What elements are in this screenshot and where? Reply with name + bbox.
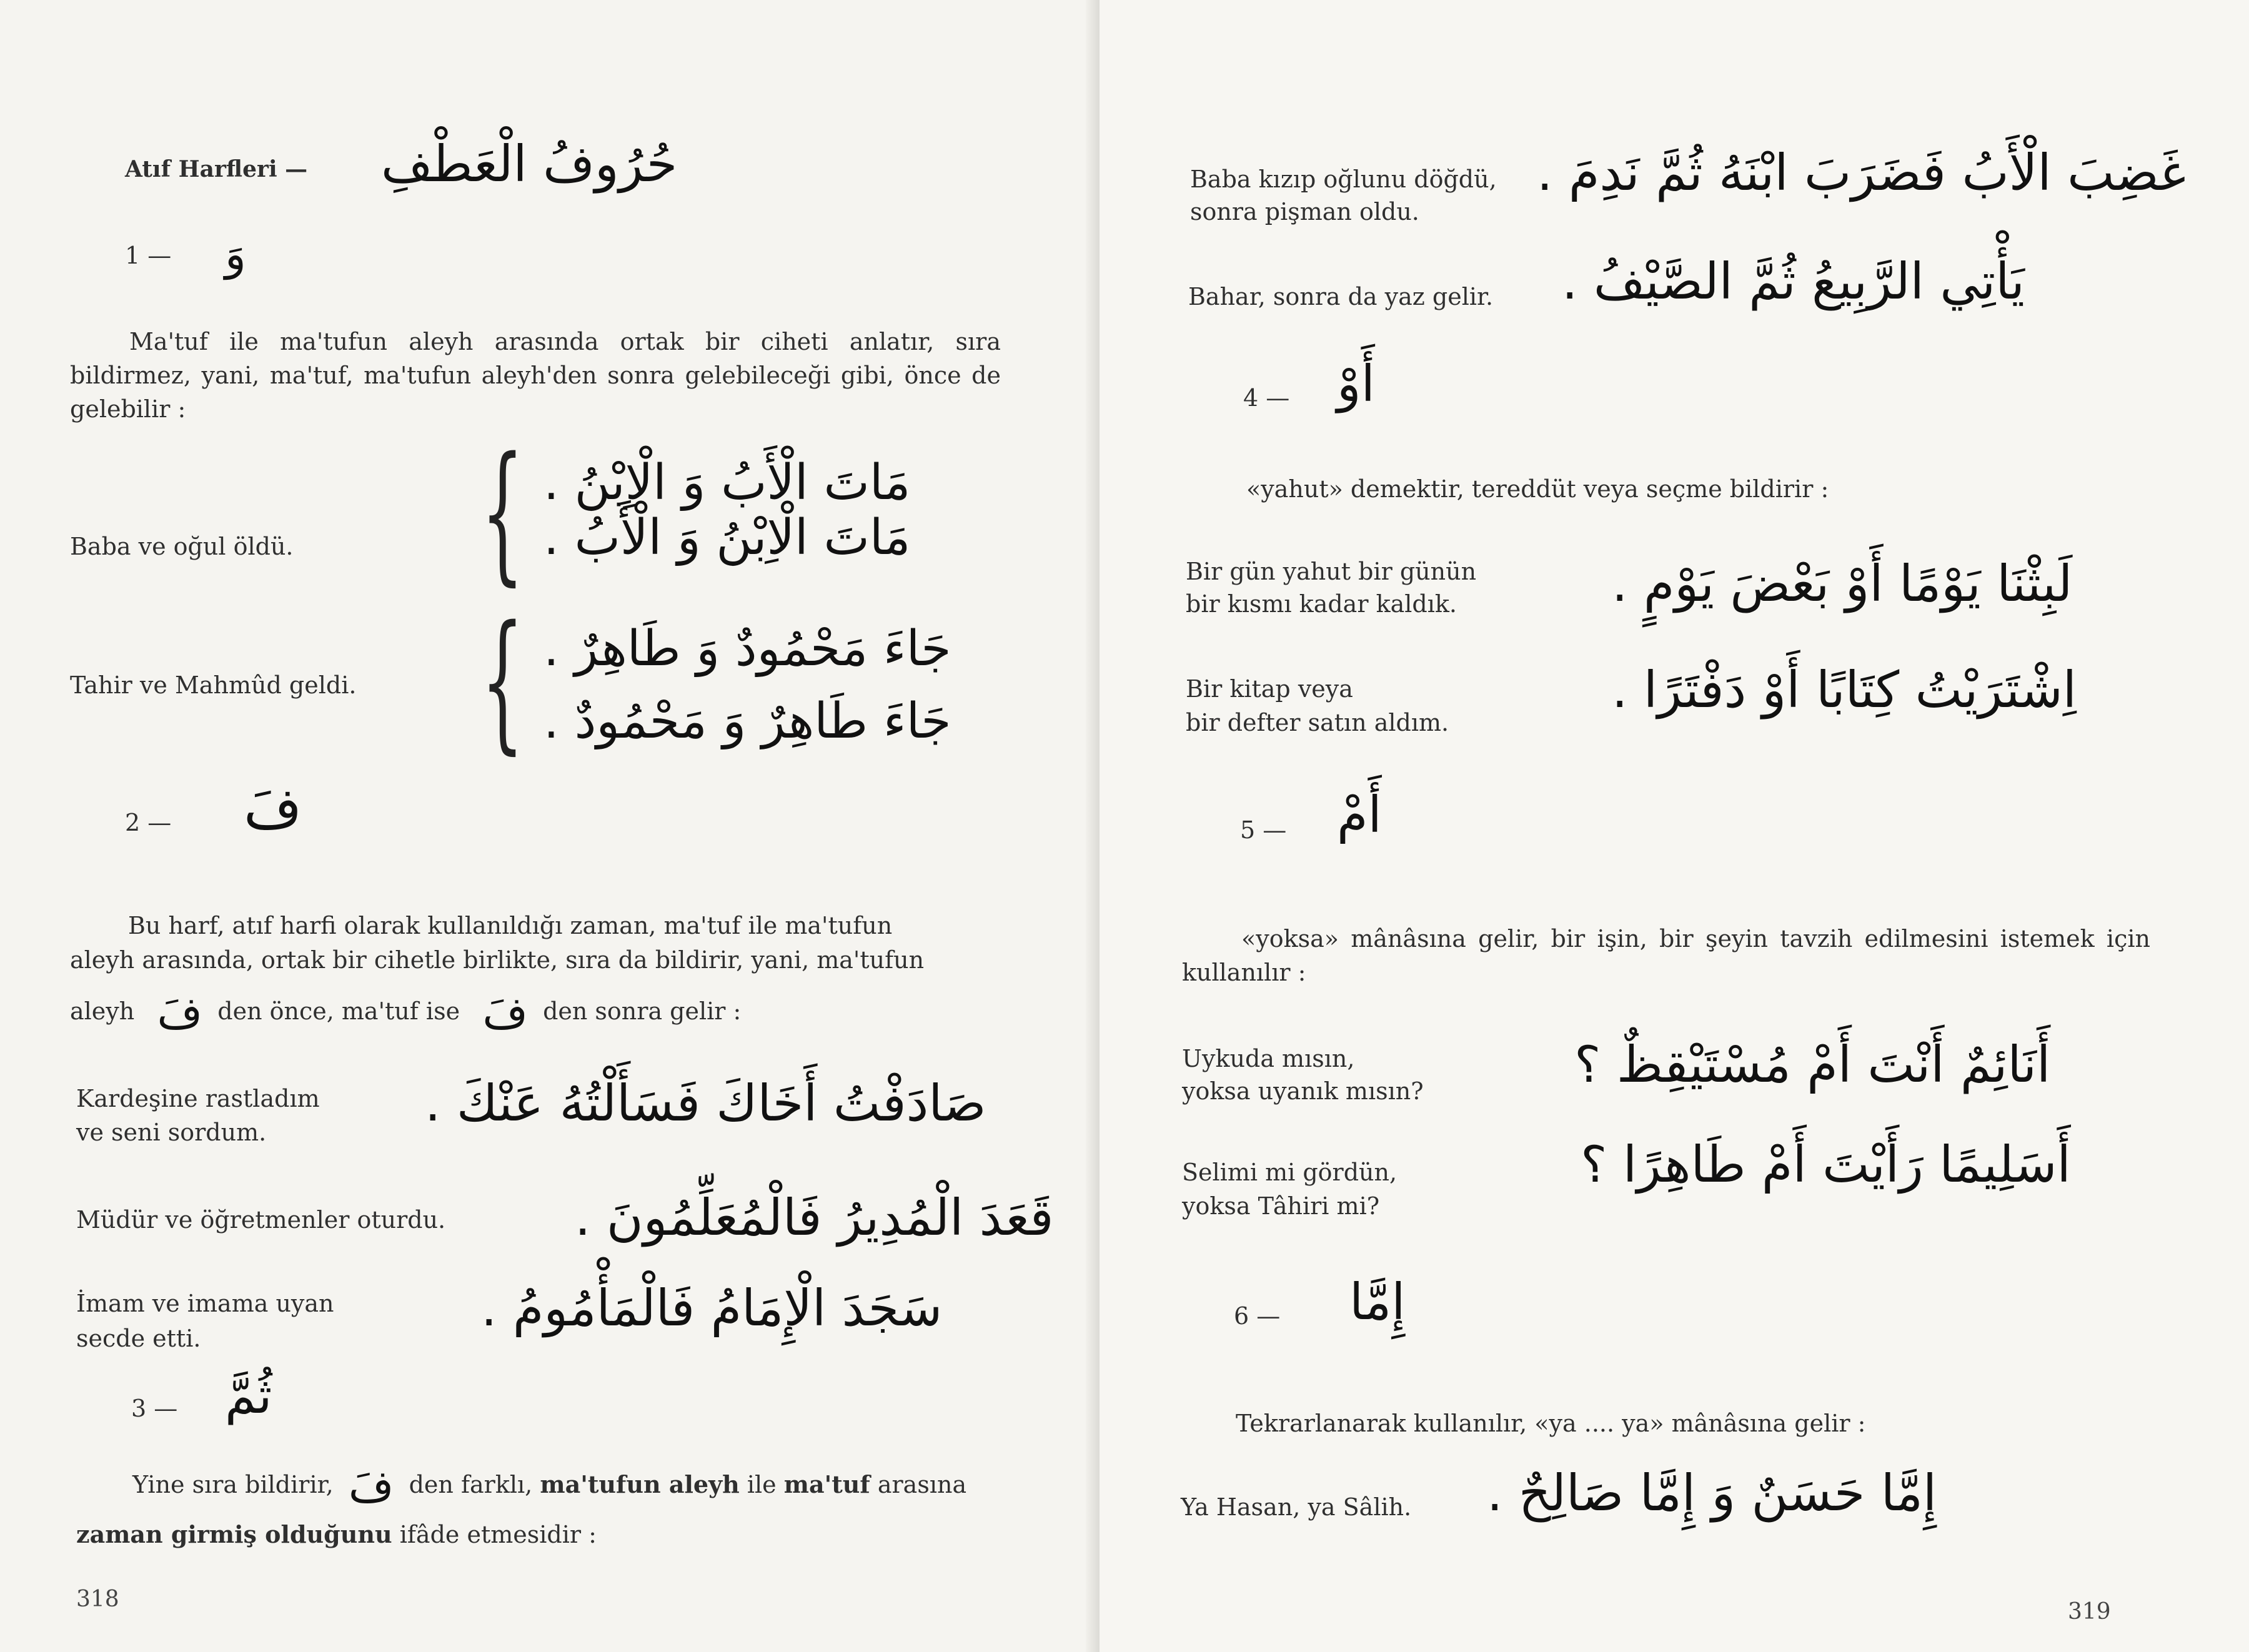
example-selim-turkish-2: yoksa Tâhiri mi? xyxy=(1182,1192,1380,1220)
example-tahir-arabic-1: جَاءَ مَحْمُودٌ وَ طَاهِرٌ . xyxy=(544,621,951,677)
paragraph-2-fa-1: فَ xyxy=(157,987,203,1039)
section-3-number: 3 — xyxy=(131,1395,178,1422)
paragraph-3-matufun-aleyh: ma'tufun aleyh xyxy=(540,1470,740,1498)
example-imam-turkish-1: İmam ve imama uyan xyxy=(76,1290,334,1317)
brace-1: { xyxy=(481,425,524,600)
section-1-letter: وَ xyxy=(225,229,246,280)
section-1-number: 1 — xyxy=(125,242,172,269)
paragraph-2-after: den sonra gelir : xyxy=(543,997,742,1025)
paragraph-3-line-1 xyxy=(132,1461,967,1512)
paragraph-5: «yoksa» mânâsına gelir, bir işin, bir şeyin tavzih edilmesini istemek için kullanılır : xyxy=(1182,925,2150,986)
paragraph-3-matuf: ma'tuf xyxy=(783,1470,870,1498)
paragraph-6: Tekrarlanarak kullanılır, «ya .... ya» mânâsına gelir : xyxy=(1236,1410,1866,1437)
example-baba-kizip-turkish-1: Baba kızıp oğlunu döğdü, xyxy=(1190,166,1497,193)
example-kitap-turkish-2: bir defter satın aldım. xyxy=(1186,709,1449,736)
paragraph-2-fa-2: فَ xyxy=(482,987,528,1039)
section-6-letter: إِمَّا xyxy=(1349,1273,1406,1331)
example-kardes-arabic: صَادَفْتُ أَخَاكَ فَسَأَلْتُهُ عَنْكَ . xyxy=(425,1074,986,1132)
example-kitap-arabic: اِشْتَرَيْتُ كِتَابًا أَوْ دَفْتَرًا . xyxy=(1612,661,2077,719)
section-6-number: 6 — xyxy=(1234,1302,1281,1330)
right-page-number: 319 xyxy=(2068,1599,2111,1625)
heading-arabic: حُرُوفُ الْعَطْفِ xyxy=(381,135,678,193)
section-3-letter: ثُمَّ xyxy=(225,1367,272,1425)
paragraph-3-different: den farklı, xyxy=(409,1471,533,1498)
example-baba-kizip-arabic: غَضِبَ الْأَبُ فَضَرَبَ ابْنَهُ ثُمَّ نَدِمَ . xyxy=(1537,144,2186,202)
paragraph-3-end: ifâde etmesidir : xyxy=(399,1521,597,1548)
example-uyku-arabic: أَنَائِمٌ أَنْتَ أَمْ مُسْتَيْقِظٌ ؟ xyxy=(1574,1036,2051,1094)
example-tahir-arabic-2: جَاءَ طَاهِرٌ وَ مَحْمُودٌ . xyxy=(544,693,951,749)
example-hasan-arabic: إِمَّا حَسَنٌ وَ إِمَّا صَالِحٌ . xyxy=(1487,1464,1937,1522)
example-kardes-turkish-2: ve seni sordum. xyxy=(76,1119,267,1146)
section-4-number: 4 — xyxy=(1243,384,1290,412)
heading-label: Atıf Harfleri — xyxy=(125,156,308,182)
section-2-letter: فَ xyxy=(244,776,302,841)
paragraph-2-line-3 xyxy=(70,987,742,1039)
paragraph-3-line-2 xyxy=(76,1518,597,1551)
paragraph-3-fa: فَ xyxy=(348,1461,394,1512)
example-selim-turkish-1: Selimi mi gördün, xyxy=(1182,1159,1398,1186)
paragraph-2-before: den önce, ma'tuf ise xyxy=(217,997,460,1025)
example-gun-arabic: لَبِثْنَا يَوْمًا أَوْ بَعْضَ يَوْمٍ . xyxy=(1612,555,2073,613)
example-baba-kizip-turkish-2: sonra pişman oldu. xyxy=(1190,198,1419,225)
example-mudur-turkish: Müdür ve öğretmenler oturdu. xyxy=(76,1206,446,1234)
example-baba-arabic-2: مَاتَ الْاِبْنُ وَ الْأَبُ . xyxy=(544,510,911,566)
left-page-number: 318 xyxy=(76,1586,119,1612)
section-2-number: 2 — xyxy=(125,809,172,836)
paragraph-1: Ma'tuf ile ma'tufun aleyh arasında ortak bir ciheti anlatır, sıra bildirmez, yani, ma'tuf, ma'tufun aleyh'den sonra gelebileceği gibi, önce de gelebilir : xyxy=(70,328,1001,423)
section-4-letter: أَوْ xyxy=(1337,355,1375,413)
right-page xyxy=(1100,0,2249,1652)
paragraph-2-aleyh: aleyh xyxy=(70,997,135,1025)
paragraph-2-line-1: Bu harf, atıf harfi olarak kullanıldığı zaman, ma'tuf ile ma'tufun xyxy=(128,912,893,939)
example-baba-turkish: Baba ve oğul öldü. xyxy=(70,533,294,560)
example-gun-turkish-1: Bir gün yahut bir günün xyxy=(1186,558,1477,585)
section-5-number: 5 — xyxy=(1240,816,1287,844)
example-bahar-turkish: Bahar, sonra da yaz gelir. xyxy=(1188,283,1494,310)
example-uyku-turkish-1: Uykuda mısın, xyxy=(1182,1045,1355,1072)
example-selim-arabic: أَسَلِيمًا رَأَيْتَ أَمْ طَاهِرًا ؟ xyxy=(1581,1135,2071,1194)
example-uyku-turkish-2: yoksa uyanık mısın? xyxy=(1182,1077,1424,1105)
paragraph-2-line-2: aleyh arasında, ortak bir cihetle birlikte, sıra da bildirir, yani, ma'tufun xyxy=(70,946,925,974)
paragraph-4: «yahut» demektir, tereddüt veya seçme bildirir : xyxy=(1246,475,1829,503)
example-mudur-arabic: قَعَدَ الْمُدِيرُ فَالْمُعَلِّمُونَ . xyxy=(575,1189,1054,1247)
example-bahar-arabic: يَأْتِي الرَّبِيعُ ثُمَّ الصَّيْفُ . xyxy=(1562,252,2025,310)
paragraph-3-arasina: arasına xyxy=(877,1471,967,1498)
paragraph-3-start: Yine sıra bildirir, xyxy=(132,1471,334,1498)
example-tahir-turkish: Tahir ve Mahmûd geldi. xyxy=(70,671,357,699)
section-5-letter: أَمْ xyxy=(1337,786,1382,844)
example-hasan-turkish: Ya Hasan, ya Sâlih. xyxy=(1181,1493,1412,1521)
example-imam-arabic: سَجَدَ الْإِمَامُ فَالْمَأْمُومُ . xyxy=(481,1279,943,1337)
brace-2: { xyxy=(481,593,524,768)
paragraph-3-bold-phrase: zaman girmiş olduğunu xyxy=(76,1520,392,1548)
paragraph-3-ile: ile xyxy=(747,1471,777,1498)
example-baba-arabic-1: مَاتَ الْأَبُ وَ الْاِبْنُ . xyxy=(544,455,911,511)
example-imam-turkish-2: secde etti. xyxy=(76,1325,201,1352)
example-kardes-turkish-1: Kardeşine rastladım xyxy=(76,1085,320,1112)
example-gun-turkish-2: bir kısmı kadar kaldık. xyxy=(1186,590,1457,618)
left-page xyxy=(0,0,1100,1652)
example-kitap-turkish-1: Bir kitap veya xyxy=(1186,675,1353,703)
